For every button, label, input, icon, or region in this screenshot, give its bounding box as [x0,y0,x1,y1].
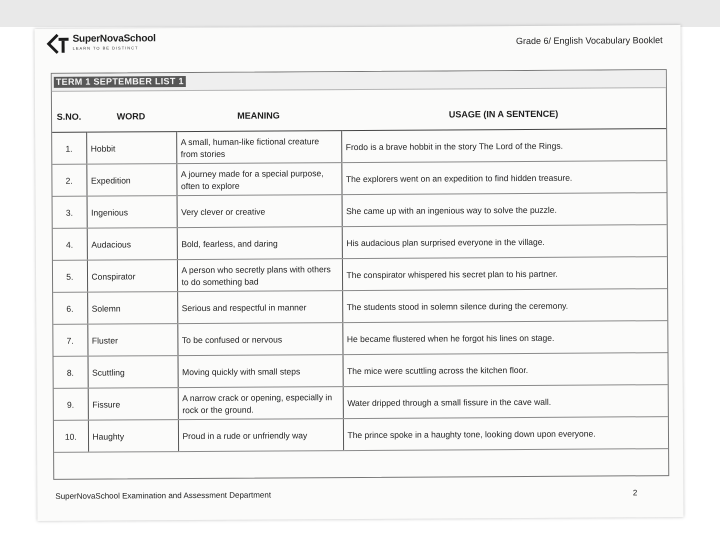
row-usage: He became flustered when he forgot his lines on stage. [342,321,667,355]
page-number: 2 [632,488,638,498]
table-row [54,417,668,453]
row-meaning: Moving quickly with small steps [178,355,343,388]
row-word: Scuttling [88,356,178,389]
row-sno: 3. [53,196,87,228]
row-usage: She came up with an ingenious way to solve the puzzle. [342,193,667,227]
term-label: TERM 1 SEPTEMBER LIST 1 [54,76,186,88]
table-row [53,225,667,261]
row-word: Fissure [88,388,178,421]
row-sno: 1. [52,132,86,164]
term-strip [52,70,666,92]
row-word: Audacious [87,228,177,261]
row-usage: Frodo is a brave hobbit in the story The Lord of the Rings. [341,129,666,163]
row-sno: 6. [53,292,87,324]
row-usage: The prince spoke in a haughty tone, looking down upon everyone. [343,417,668,451]
row-usage: His audacious plan surprised everyone in the village. [342,225,667,259]
row-meaning: Serious and respectful in manner [177,291,342,324]
row-meaning: A person who secretly plans with others to do something bad [177,259,342,292]
footer-department: SuperNovaSchool Examination and Assessment Department [55,490,272,501]
vocabulary-sheet [51,69,669,480]
table-row [53,257,667,293]
row-usage: The conspirator whispered his secret plan to his partner. [342,257,667,291]
row-word: Ingenious [87,196,177,229]
table-row [53,321,667,357]
row-sno: 7. [53,324,87,356]
row-word: Hobbit [86,132,176,165]
brand-name: SuperNovaSchool [72,33,156,45]
row-word: Haughty [88,420,178,453]
row-meaning: To be confused or nervous [177,323,342,356]
vocabulary-table [52,98,668,453]
table-row [53,289,667,325]
row-word: Conspirator [87,260,177,293]
row-sno: 9. [54,388,88,420]
row-sno: 10. [54,420,88,452]
header-usage: USAGE (IN A SENTENCE) [341,98,666,130]
table-header-row [52,98,666,132]
row-usage: Water dripped through a small fissure in the cave wall. [343,385,668,419]
table-row [54,385,668,421]
row-meaning: Very clever or creative [177,195,342,228]
booklet-title: Grade 6/ English Vocabulary Booklet [515,35,663,47]
row-usage: The students stood in solemn silence during the ceremony. [342,289,667,323]
header-word: WORD [86,101,176,132]
document-page [35,25,684,521]
table-row [53,193,667,229]
row-meaning: Bold, fearless, and daring [177,227,342,260]
header-sno: S.NO. [52,102,86,133]
table-row [54,353,668,389]
row-word: Expedition [86,164,176,197]
row-meaning: A journey made for a special purpose, often to explore [176,163,341,196]
row-usage: The explorers went on an expedition to find hidden treasure. [341,161,666,195]
supernova-logo-icon [45,32,71,54]
table-row [52,129,666,165]
header-meaning: MEANING [176,100,341,132]
row-usage: The mice were scuttling across the kitchen floor. [342,353,667,387]
row-meaning: A small, human-like fictional creature from stories [176,131,341,164]
row-sno: 8. [54,356,88,388]
table-row [52,161,666,197]
row-word: Solemn [87,292,177,325]
brand-tagline: LEARN TO BE DISTINCT [72,45,139,51]
row-word: Fluster [87,324,177,357]
top-background-band [0,0,720,27]
row-sno: 4. [53,228,87,260]
row-sno: 2. [52,164,86,196]
row-meaning: Proud in a rude or unfriendly way [178,419,343,452]
row-meaning: A narrow crack or opening, especially in rock or the ground. [178,387,343,420]
row-sno: 5. [53,260,87,292]
